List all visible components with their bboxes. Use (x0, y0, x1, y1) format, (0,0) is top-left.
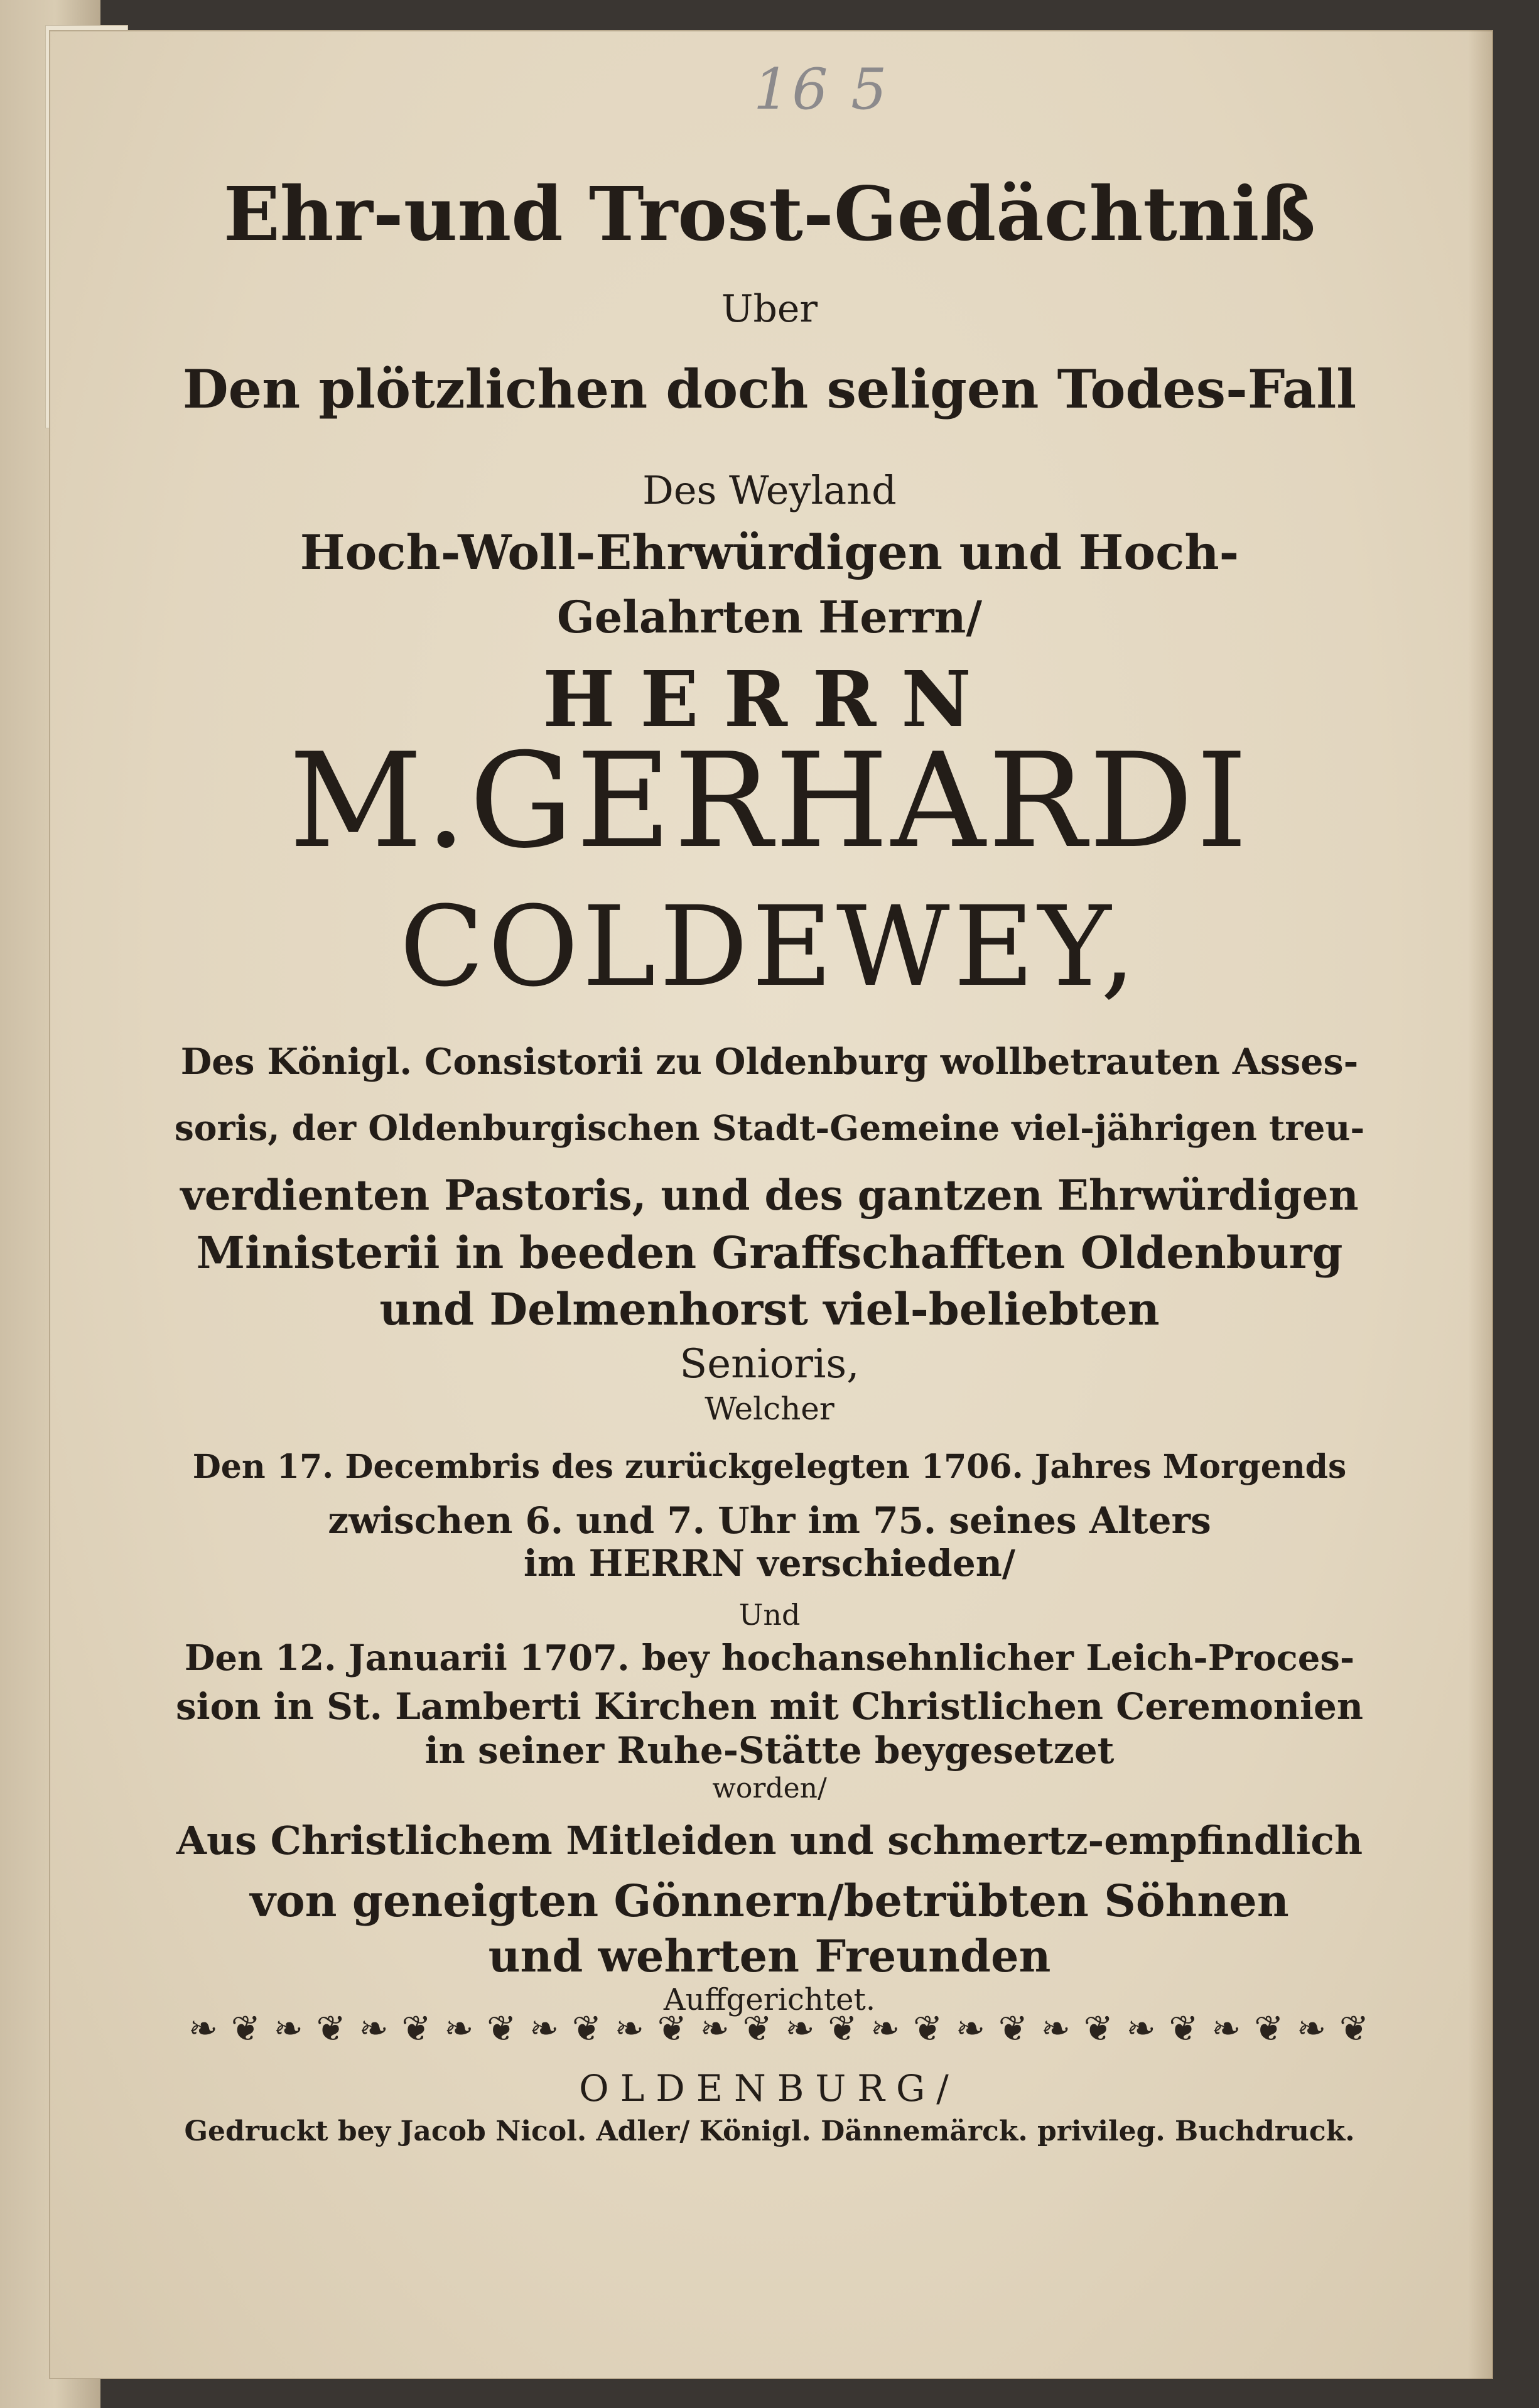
burial-line-3: sion in St. Lamberti Kirchen mit Christlichen Ceremonien (175, 1685, 1364, 1728)
description-line-6: Senioris, (679, 1341, 860, 1387)
death-line-4: im HERRN verschieden/ (523, 1542, 1016, 1585)
decorative-fleuron-rule: ❧ ❦ ❧ ❦ ❧ ❦ ❧ ❦ ❧ ❦ ❧ ❦ ❧ ❦ ❧ ❦ ❧ ❦ ❧ ❦ ❧ ❦ ❧ ❦ ❧ ❦ ❧ ❦ (188, 2008, 1369, 2049)
burial-line-4: in seiner Ruhe-Stätte beygesetzet (424, 1729, 1115, 1772)
description-line-5: und Delmenhorst viel-beliebten (379, 1283, 1160, 1335)
title-line-6: Gelahrten Herrn/ (556, 591, 983, 643)
burial-line-2: Den 12. Januarii 1707. bey hochansehnlicher Leich-Proces- (184, 1637, 1355, 1679)
dedication-line-4: Auffgerichtet. (663, 1982, 876, 2017)
imprint-printer: Gedruckt bey Jacob Nicol. Adler/ Königl. Dännemärck. privileg. Buchdruck. (184, 2115, 1355, 2147)
burial-line-1: Und (738, 1598, 801, 1632)
death-line-3: zwischen 6. und 7. Uhr im 75. seines Alters (328, 1499, 1211, 1542)
description-line-1: Des Königl. Consistorii zu Oldenburg wollbetrauten Asses- (180, 1041, 1359, 1083)
pencil-shelfmark: 16 5 (753, 57, 890, 122)
death-line-1: Welcher (705, 1391, 834, 1427)
title-line-2: Uber (721, 287, 818, 331)
imprint-place: OLDENBURG/ (579, 2067, 960, 2110)
description-line-3: verdienten Pastoris, und des gantzen Ehrwürdigen (180, 1171, 1359, 1220)
burial-line-5: worden/ (712, 1772, 827, 1804)
dedication-line-3: und wehrten Freunden (488, 1930, 1051, 1982)
deceased-name-last: COLDEWEY, (399, 882, 1140, 1011)
description-line-4: Ministerii in beeden Graffschafften Oldenburg (196, 1227, 1343, 1279)
deceased-name-first: M.GERHARDI (289, 725, 1250, 877)
description-line-2: soris, der Oldenburgischen Stadt-Gemeine viel-jährigen treu- (174, 1107, 1365, 1148)
title-line-4: Des Weyland (642, 467, 897, 513)
death-line-2: Den 17. Decembris des zurückgelegten 1706. Jahres Morgends (192, 1448, 1347, 1486)
title-line-1: Ehr-und Trost-Gedächtniß (223, 170, 1316, 258)
title-line-5: Hoch-Woll-Ehrwürdigen und Hoch- (300, 524, 1239, 580)
title-line-3: Den plötzlichen doch seligen Todes-Fall (182, 358, 1357, 420)
dedication-line-1: Aus Christlichem Mitleiden und schmertz-empfindlich (176, 1818, 1363, 1863)
title-line-herrn: HERRN (543, 654, 996, 744)
dedication-line-2: von geneigten Gönnern/betrübten Söhnen (250, 1875, 1289, 1927)
